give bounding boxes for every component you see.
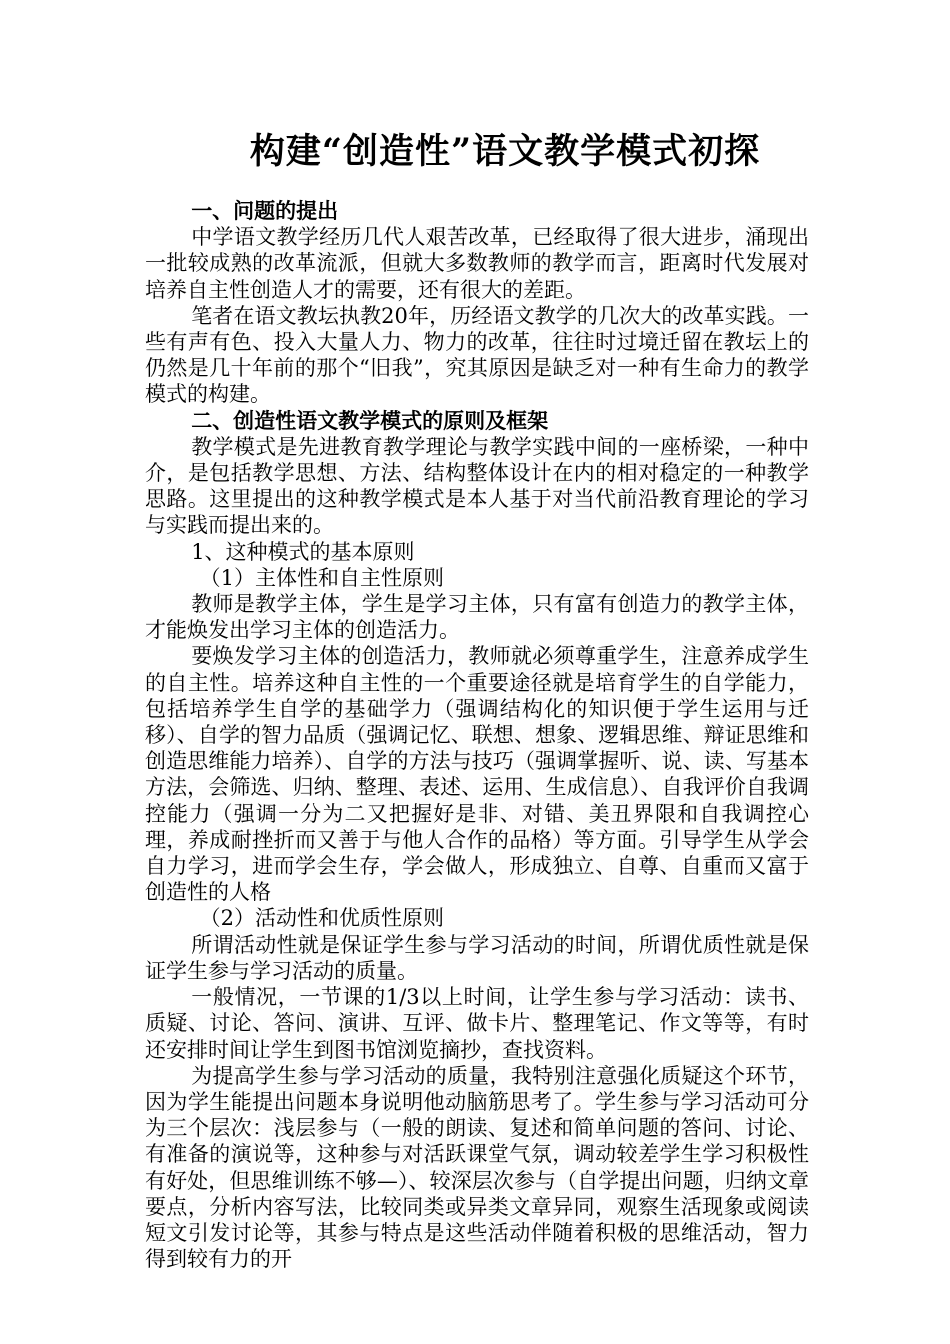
paragraph: 一般情况，一节课的1/3以上时间，让学生参与学习活动：读书、质疑、讨论、答问、演讲、互评、做卡片、整理笔记、作文等等，有时还安排时间让学生到图书馆浏览摘抄，查找资料。: [145, 985, 809, 1062]
paragraph: 为提高学生参与学习活动的质量，我特别注意强化质疑这个环节，因为学生能提出问题本身说明他动脑筋思考了。学生参与学习活动可分为三个层次：浅层参与（一般的朗读、复述和简单问题的答问、讨论、有准备的演说等，这种参与对活跃课堂气氛，调动较差学生学习积极性有好处，但思维训练不够—）、较深层次参与（自学提出问题，归纳文章要点，分析内容写法，比较同类或异类文章异同，观察生活现象或阅读短文引发讨论等，其参与特点是这些活动伴随着积极的思维活动，智力得到较有力的开: [145, 1063, 809, 1272]
paragraph: 教学模式是先进教育教学理论与教学实践中间的一座桥梁，一种中介，是包括教学思想、方法、结构整体设计在内的相对稳定的一种教学思路。这里提出的这种教学模式是本人基于对当代前沿教育理论的学习与实践而提出来的。: [145, 434, 809, 538]
paragraph: 所谓活动性就是保证学生参与学习活动的时间，所谓优质性就是保证学生参与学习活动的质量。: [145, 932, 809, 983]
paragraph: 中学语文教学经历几代人艰苦改革，已经取得了很大进步，涌现出一批较成熟的改革流派，但就大多数教师的教学而言，距离时代发展对培养自主性创造人才的需要，还有很大的差距。: [145, 225, 809, 302]
section-heading: 二、创造性语文教学模式的原则及框架: [191, 407, 549, 433]
document-body: [145, 198, 809, 1272]
paragraph: 笔者在语文教坛执教20年，历经语文教学的几次大的改革实践。一些有声有色、投入大量人力、物力的改革，往往时过境迁留在教坛上的仍然是几十年前的那个“旧我”，究其原因是缺乏对一种有生命力的教学模式的构建。: [145, 303, 809, 407]
paragraph: 教师是教学主体，学生是学习主体，只有富有创造力的教学主体，才能焕发出学习主体的创造活力。: [145, 592, 809, 643]
document-title: 构建“创造性”语文教学模式初探: [249, 131, 761, 172]
paragraph: 要焕发学习主体的创造活力，教师就必须尊重学生，注意养成学生的自主性。培养这种自主性的一个重要途径就是培育学生的自学能力，包括培养学生自学的基础学力（强调结构化的知识便于学生运用与迁移）、自学的智力品质（强调记忆、联想、想象、逻辑思维、辩证思维和创造思维能力培养）、自学的方法与技巧（强调掌握听、说、读、写基本方法，会筛选、归纳、整理、表述、运用、生成信息）、自我评价自我调控能力（强调一分为二又把握好是非、对错、美丑界限和自我调控心理，养成耐挫折而又善于与他人合作的品格）等方面。引导学生从学会自力学习，进而学会生存，学会做人，形成独立、自尊、自重而又富于创造性的人格: [145, 644, 809, 905]
principle-heading: （2）活动性和优质性原则: [199, 906, 444, 931]
principle-heading: （1）主体性和自主性原则: [199, 565, 444, 590]
section-heading: 一、问题的提出: [191, 198, 339, 223]
subsection-heading: 1、这种模式的基本原则: [191, 539, 415, 564]
